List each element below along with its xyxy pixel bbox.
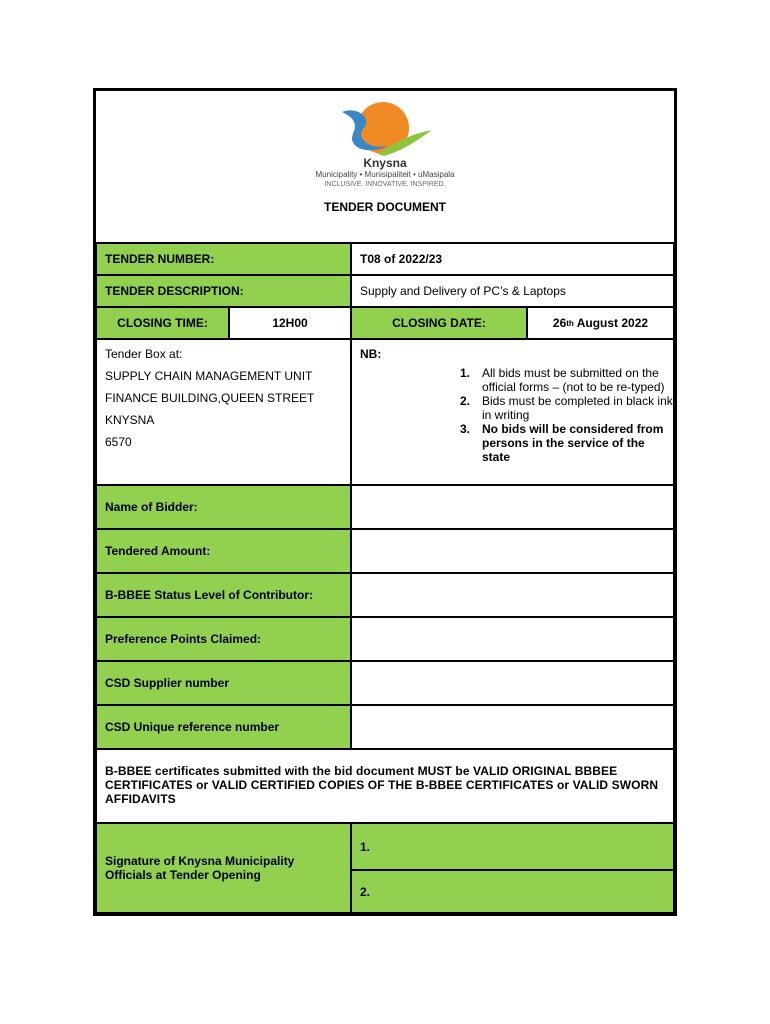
- tender-description-label: TENDER DESCRIPTION:: [96, 275, 351, 307]
- tendered-amount-field[interactable]: [351, 529, 674, 573]
- tender-box-line-1: SUPPLY CHAIN MANAGEMENT UNIT: [105, 369, 313, 383]
- preference-points-field[interactable]: [351, 617, 674, 661]
- tender-box-line-3: KNYSNA: [105, 413, 155, 427]
- logo-name: Knysna: [363, 156, 407, 170]
- closing-time-value: 12H00: [229, 307, 351, 339]
- tender-box-line-4: 6570: [105, 435, 132, 449]
- tender-box-cell: [96, 339, 351, 485]
- csd-unique-reference-label: CSD Unique reference number: [96, 705, 351, 749]
- nb-item-3-text: No bids will be considered from persons in the service of the state: [482, 422, 664, 464]
- knysna-emblem-icon: [280, 100, 490, 156]
- preference-points-label: Preference Points Claimed:: [96, 617, 351, 661]
- tender-description-value: Supply and Delivery of PC’s & Laptops: [351, 275, 674, 307]
- nb-cell: [351, 339, 674, 485]
- closing-date-label: CLOSING DATE:: [351, 307, 527, 339]
- tender-box-heading: Tender Box at:: [105, 347, 183, 361]
- closing-time-label: CLOSING TIME:: [96, 307, 229, 339]
- bbbee-note-text: B-BBEE certificates submitted with the bid document MUST be VALID ORIGINAL BBBEE CERTIFICATES or VALID CERTIFIED COPIES OF THE B-BBEE CERTIFICATES or VALID SWORN AFFIDAVITS: [105, 764, 659, 806]
- csd-unique-reference-field[interactable]: [351, 705, 674, 749]
- name-of-bidder-field[interactable]: [351, 485, 674, 529]
- logo-tagline: INCLUSIVE. INNOVATIVE. INSPIRED.: [324, 181, 446, 188]
- nb-item-1-number: 1.: [460, 366, 471, 380]
- tendered-amount-label: Tendered Amount:: [96, 529, 351, 573]
- closing-date-day: 26: [552, 316, 567, 330]
- closing-date-rest: August 2022: [573, 316, 649, 330]
- document-title: TENDER DOCUMENT: [324, 200, 446, 214]
- signature-label: [96, 823, 351, 913]
- bbbee-status-field[interactable]: [351, 573, 674, 617]
- nb-item-2-number: 2.: [460, 394, 471, 408]
- nb-list: [460, 366, 675, 464]
- closing-date-suffix: th: [566, 318, 574, 328]
- bbbee-status-label: B-BBEE Status Level of Contributor:: [96, 573, 351, 617]
- csd-supplier-number-field[interactable]: [351, 661, 674, 705]
- nb-item-3-number: 3.: [460, 422, 471, 436]
- nb-heading: NB:: [360, 347, 382, 361]
- tender-number-value: T08 of 2022/23: [351, 243, 674, 275]
- tender-box-line-2: FINANCE BUILDING,QUEEN STREET: [105, 391, 315, 405]
- nb-item-2-text: Bids must be completed in black ink in writing: [482, 394, 673, 422]
- bbbee-note-cell: [96, 749, 674, 823]
- name-of-bidder-label: Name of Bidder:: [96, 485, 351, 529]
- csd-supplier-number-label: CSD Supplier number: [96, 661, 351, 705]
- nb-item-1: [460, 366, 675, 394]
- tender-number-label: TENDER NUMBER:: [96, 243, 351, 275]
- signature-label-text: Signature of Knysna Municipality Officials at Tender Opening: [105, 854, 295, 882]
- nb-item-1-text: All bids must be submitted on the official forms – (not to be re-typed): [482, 366, 665, 394]
- closing-date-value: [527, 307, 674, 339]
- signature-slot-1[interactable]: 1.: [351, 823, 674, 870]
- signature-slot-2[interactable]: 2.: [351, 870, 674, 913]
- nb-item-3: [460, 422, 675, 464]
- knysna-logo: [280, 100, 490, 192]
- nb-item-2: [460, 394, 675, 422]
- logo-subtitle: Municipality • Munisipaliteit • uMasipala: [315, 170, 455, 179]
